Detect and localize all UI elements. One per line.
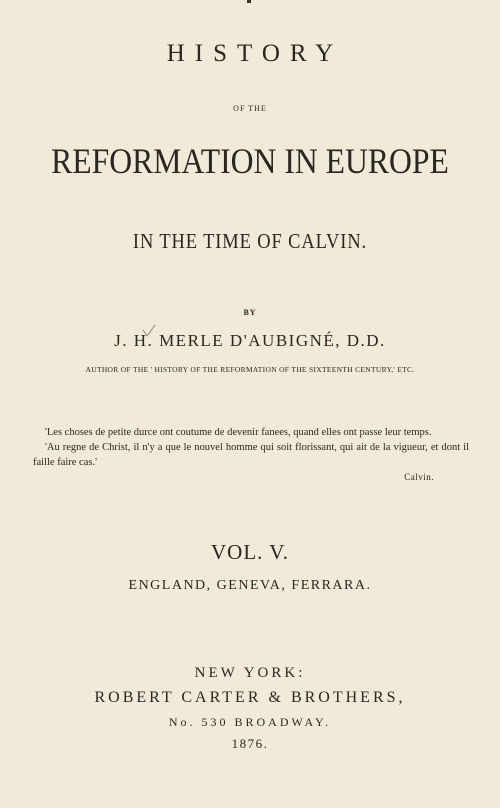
epigraph [33,425,469,485]
of-the-label: OF THE [233,104,267,113]
subject-title: REFORMATION IN EUROPE [51,141,449,181]
by-label: BY [243,308,257,317]
volume-subtitle: ENGLAND, GENEVA, FERRARA. [128,578,372,593]
author-name: J. H. MERLE D'AUBIGNÉ, D.D. [114,331,386,350]
publication-city: NEW YORK: [194,665,306,681]
epigraph-quote-1: 'Les choses de petite durce ont coutume de devenir fanees, quand elles ont passe leur temps. [45,427,432,438]
publisher-address: No. 530 BROADWAY. [168,715,332,729]
period-title: IN THE TIME OF CALVIN. [132,229,368,253]
author-note: AUTHOR OF THE ' HISTORY OF THE REFORMATION OF THE SIXTEENTH CENTURY,' ETC. [85,365,415,374]
publication-year: 1876. [231,736,269,751]
epigraph-attribution: Calvin. [404,472,434,482]
volume-number: VOL. V. [211,540,289,564]
top-ink-mark [247,0,251,3]
main-title: HISTORY [166,40,344,67]
publisher-name: ROBERT CARTER & BROTHERS, [94,689,406,706]
epigraph-quote-2: 'Au regne de Christ, il n'y a que le nouvel homme qui soit florissant, qui ait de la vigueur, et dont il faille faire cas.' [33,442,469,468]
